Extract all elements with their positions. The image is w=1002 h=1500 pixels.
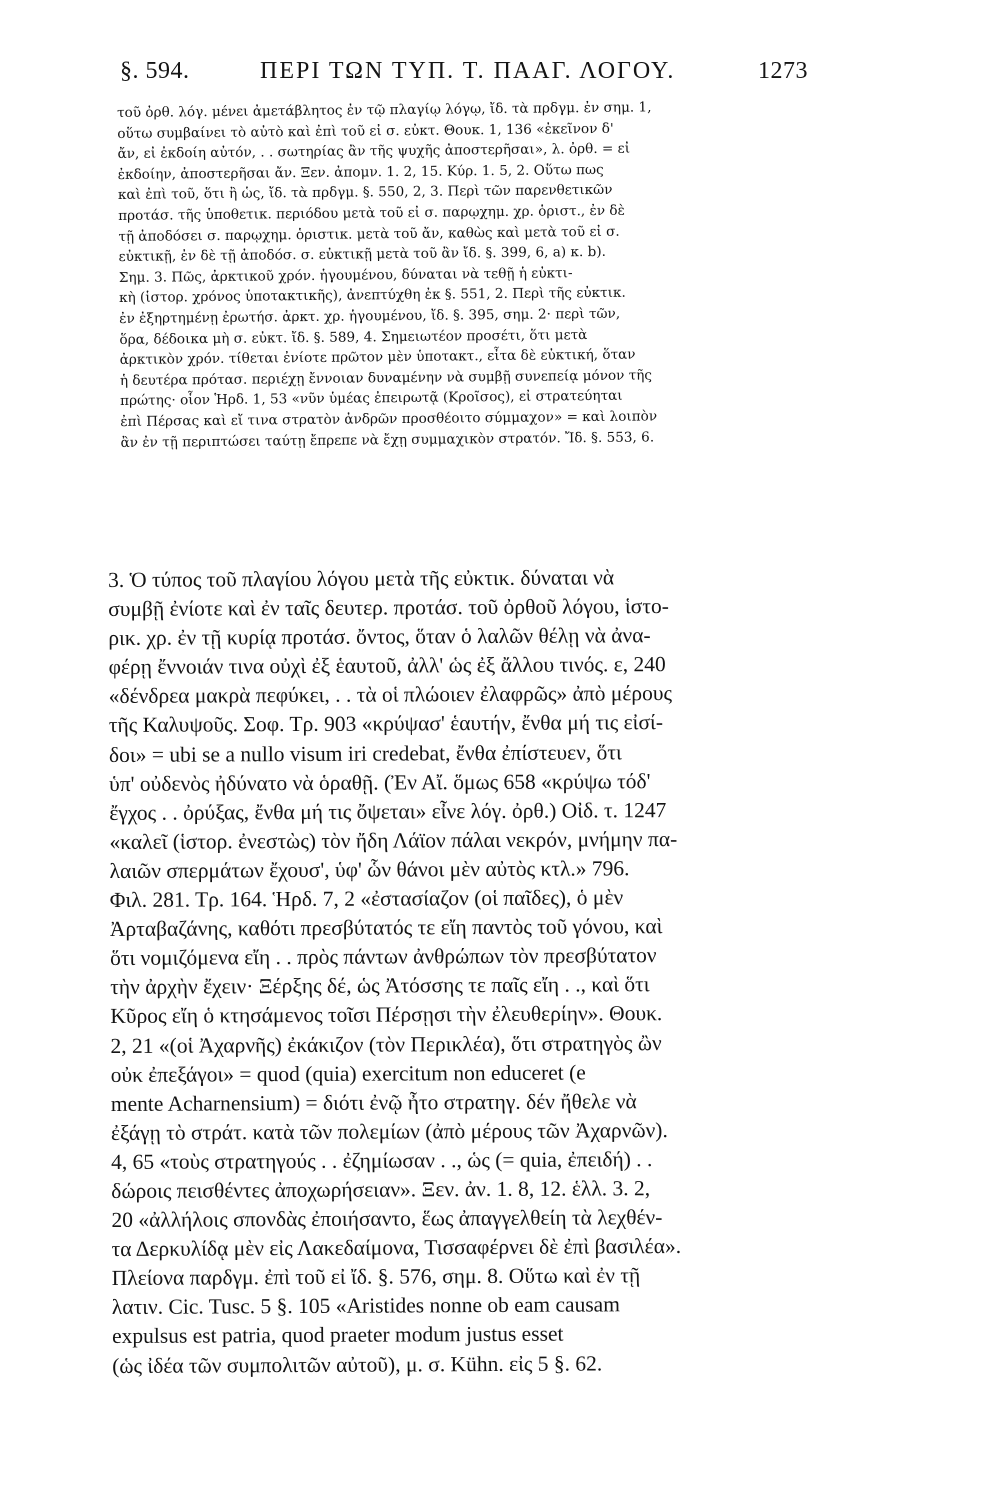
footnote-line: ἐν ἐξηρτημένῃ ἐρωτήσ. ἀρκτ. χρ. ἡγουμένου, ἴδ. §. 395, σημ. 2· περὶ τῶν, [119, 305, 621, 327]
footnote-line: τῇ ἀποδόσει σ. παρῳχημ. ὁριστικ. μετὰ τοῦ ἄν, καθὼς καὶ μετὰ τοῦ εἰ σ. [118, 223, 620, 245]
body-line: Κῦρος εἴη ὁ κτησάμενος τοῖσι Πέρσῃσι τὴν ἐλευθερίην». Θουκ. [110, 1001, 663, 1029]
footnote-line: εὐκτικῇ, ἐν δὲ τῇ ἀποδόσ. σ. εὐκτικῇ μετὰ τοῦ ἂν ἴδ. §. 399, 6, a) κ. b). [118, 244, 607, 266]
body-line: ὑπ' οὐδενὸς ἠδύνατο νὰ ὁραθῇ. (Ἐν Αἴ. ὅμως 658 «κρύψω τόδ' [109, 768, 651, 796]
main-text-block [108, 562, 792, 1380]
body-line: Πλείονα παρδγμ. ἐπὶ τοῦ εἰ ἴδ. §. 576, σημ. 8. Οὕτω καὶ ἐν τῇ [111, 1263, 641, 1291]
body-line: 20 «ἀλλήλοις σπονδὰς ἐποιήσαντο, ἕως ἀπαγγελθείη τὰ λεχθέν- [111, 1205, 663, 1233]
body-line: δώροις πεισθέντες ἀποχωρήσειαν». Ξεν. ἀν. 1. 8, 12. ἑλλ. 3. 2, [111, 1176, 651, 1203]
body-line: 3. Ὁ τύπος τοῦ πλαγίου λόγου μετὰ τῆς εὐκτικ. δύναται νὰ [108, 565, 615, 592]
body-line: οὐκ ἐπεξάγοι» = quod (quia) exercitum non educeret (e [110, 1060, 586, 1087]
body-line: 2, 21 «(οἱ Ἀχαρνῆς) ἐκάκιζον (τὸν Περικλέα), ὅτι στρατηγὸς ὢν [110, 1030, 662, 1058]
body-line: φέρῃ ἔννοιάν τινα οὐχὶ ἐξ ἑαυτοῦ, ἀλλ' ὡς ἐξ ἄλλου τινός. ε, 240 [108, 652, 666, 680]
page-number: 1273 [758, 58, 808, 84]
footnote-line: προτάσ. τῆς ὑποθετικ. περιόδου μετὰ τοῦ εἰ σ. παρῳχημ. χρ. ὁριστ., ἐν δὲ [118, 202, 625, 224]
body-line: λαιῶν σπερμάτων ἔχουσ', ὑφ' ὧν θάνοι μὲν αὐτὸς κτλ.» 796. [109, 856, 630, 883]
footnote-line: κὴ (ἱστορ. χρόνος ὑποτακτικῆς), ἀνεπτύχθη ἐκ §. 551, 2. Περὶ τῆς εὐκτικ. [118, 285, 626, 307]
footnote-block [117, 96, 821, 453]
footnote-line: καὶ ἐπὶ τοῦ, ὅτι ἢ ὡς, ἴδ. τὰ πρδγμ. §. 550, 2, 3. Περὶ τῶν παρενθετικῶν [117, 182, 613, 204]
running-title: ΠΕΡΙ ΤΩΝ ΤΥΠ. Τ. ΠΑΑΓ. ΛΟΓΟΥ. [260, 58, 676, 84]
footnote-line: τοῦ ὀρθ. λόγ. μένει ἀμετάβλητος ἐν τῷ πλαγίῳ λόγῳ, ἴδ. τὰ πρδγμ. ἐν σημ. 1, [117, 99, 652, 121]
footnote-line: ἂν ἐν τῇ περιπτώσει ταύτῃ ἔπρεπε νὰ ἔχῃ συμμαχικὸν στρατόν. Ἴδ. §. 553, 6. [120, 428, 655, 451]
body-line: «καλεῖ (ἱστορ. ἐνεστὼς) τὸν ἤδη Λάϊον πάλαι νεκρόν, μνήμην πα- [109, 826, 678, 854]
footnote-line: ἐκδοίην, ἀποστερῆσαι ἄν. Ξεν. ἀπομν. 1. 2, 15. Κύρ. 1. 5, 2. Οὕτω πως [117, 161, 604, 183]
section-number: §. 594. [120, 58, 190, 84]
body-line: τα Δερκυλίδᾳ μὲν εἰς Λακεδαίμονα, Τισσαφέρνει δὲ ἐπὶ βασιλέα». [111, 1234, 682, 1262]
body-line: «δένδρεα μακρὰ πεφύκει, . . τὰ οἱ πλώοιεν ἐλαφρῶς» ἀπὸ μέρους [108, 681, 673, 709]
body-line: (ὡς ἰδέα τῶν συμπολιτῶν αὐτοῦ), μ. σ. Kühn. εἰς 5 §. 62. [112, 1350, 603, 1378]
body-line: ὅτι νομιζόμενα εἴη . . πρὸς πάντων ἀνθρώπων τὸν πρεσβύτατον [109, 943, 657, 971]
footnote-line: ὅρα, δέδοικα μὴ σ. εὐκτ. ἴδ. §. 589, 4. Σημειωτέον προσέτι, ὅτι μετὰ [119, 326, 588, 348]
body-line: expulsus est patria, quod praeter modum justus esset [111, 1322, 564, 1349]
footnote-line: Σημ. 3. Πῶς, ἀρκτικοῦ χρόν. ἡγουμένου, δύναται νὰ τεθῇ ἡ εὐκτι- [118, 264, 573, 286]
footnote-line: ἐπὶ Πέρσας καὶ εἴ τινα στρατὸν ἀνδρῶν προσθέοιτο σύμμαχον» = καὶ λοιπὸν [120, 408, 658, 430]
body-line: ἐξάγῃ τὸ στράτ. κατὰ τῶν πολεμίων (ἀπὸ μέρους τῶν Ἀχαρνῶν). [110, 1117, 668, 1145]
body-line: ρικ. χρ. ἐν τῇ κυρίᾳ προτάσ. ὄντος, ὅταν ὁ λαλῶν θέλῃ νὰ ἀνα- [108, 623, 651, 651]
running-head [120, 58, 808, 98]
footnote-line: ἡ δευτέρα πρότασ. περιέχῃ ἔννοιαν δυναμένην νὰ συμβῇ συνεπείᾳ μόνον τῆς [119, 367, 653, 389]
body-line: 4, 65 «τοὺς στρατηγούς . . ἐζημίωσαν . ., ὡς (= quia, ἐπειδή) . . [111, 1147, 653, 1174]
body-line: τῆς Καλυψοῦς. Σοφ. Τρ. 903 «κρύψασ' ἑαυτήν, ἔνθα μή τις εἰσί- [108, 710, 664, 738]
footnote-line: πρώτης· οἷον Ἡρδ. 1, 53 «νῦν ὑμέας ἐπειρωτᾷ (Κροῖσος), εἰ στρατεύηται [120, 388, 623, 410]
footnote-line: ἄν, εἰ ἐκδοίη αὐτόν, . . σωτηρίας ἂν τῆς ψυχῆς ἀποστερῆσαι», λ. ὀρθ. = εἰ [117, 140, 631, 163]
footnote-line: οὕτω συμβαίνει τὸ αὐτὸ καὶ ἐπὶ τοῦ εἰ σ. εὐκτ. Θουκ. 1, 136 «ἐκεῖνον δ' [117, 120, 614, 142]
body-line: λατιν. Cic. Tusc. 5 §. 105 «Aristides nonne ob eam causam [111, 1292, 620, 1320]
body-line: ἔγχος . . ὀρύξας, ἔνθα μή τις ὄψεται» εἶνε λόγ. ὀρθ.) Οἰδ. τ. 1247 [109, 797, 667, 825]
footnote-line: ἀρκτικὸν χρόν. τίθεται ἐνίοτε πρῶτον μὲν ὑποτακτ., εἶτα δὲ εὐκτική, ὅταν [119, 346, 636, 369]
body-line: τὴν ἀρχὴν ἔχειν· Ξέρξης δέ, ὡς Ἀτόσσης τε παῖς εἴη . ., καὶ ὅτι [110, 972, 650, 1000]
body-line: Φιλ. 281. Τρ. 164. Ἡρδ. 7, 2 «ἐστασίαζον (οἱ παῖδες), ὁ μὲν [109, 885, 624, 913]
body-line: Ἀρταβαζάνης, καθότι πρεσβύτατός τε εἴη παντὸς τοῦ γόνου, καὶ [109, 914, 663, 942]
body-line: συμβῇ ἐνίοτε καὶ ἐν ταῖς δευτερ. προτάσ. τοῦ ὀρθοῦ λόγου, ἱστο- [108, 594, 669, 622]
body-line: δοι» = ubi se a nullo visum iri credebat, ἔνθα ἐπίστευεν, ὅτι [108, 739, 622, 767]
body-line: mente Acharnensium) = διότι ἐνῷ ἦτο στρατηγ. δέν ἤθελε νὰ [110, 1088, 637, 1116]
